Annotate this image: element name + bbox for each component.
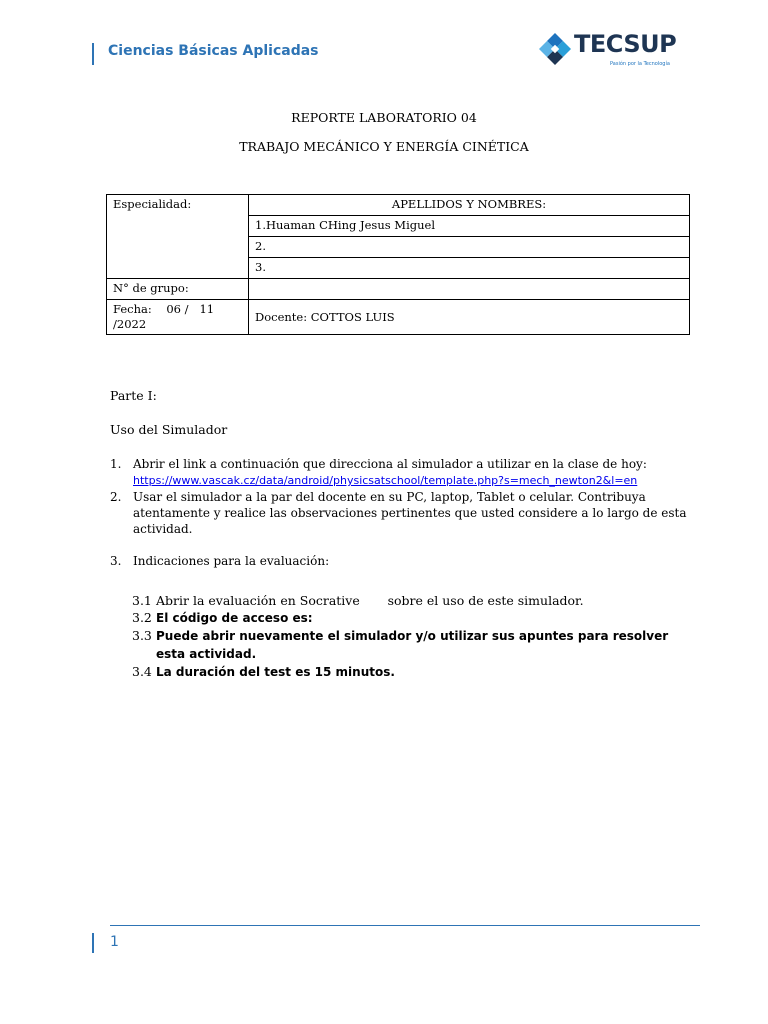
subitem-text: Puede abrir nuevamente el simulador y/o utilizar sus apuntes para resolver esta actividad. [156,629,669,661]
subitem-number: 3.4 [132,664,152,679]
logo-tagline: Pasión por la Tecnología [610,61,670,67]
name-1: 1.Huaman CHing Jesus Miguel [249,216,690,237]
especialidad-cell: Especialidad: [107,195,249,279]
logo-wordmark: TECSUP [574,30,677,58]
report-subtitle: TRABAJO MECÁNICO Y ENERGÍA CINÉTICA [239,139,529,154]
part-heading: Parte I: [110,388,157,403]
name-3: 3. [249,258,690,279]
name-2: 2. [249,237,690,258]
footer-accent-bar [92,933,94,953]
list-number: 3. [110,554,122,568]
header-title: Ciencias Básicas Aplicadas [108,43,319,59]
subitem-number: 3.2 [132,610,152,625]
simulator-link[interactable]: https://www.vascak.cz/data/android/physicsatschool/template.php?s=mech_newton2&l=en [133,474,638,487]
instruction-list [110,456,690,569]
subitem-number: 3.3 [132,628,152,643]
subitem-3-2 [132,609,692,627]
tecsup-logo [538,30,683,72]
docente-cell: Docente: COTTOS LUIS [249,300,690,335]
list-number: 2. [110,490,122,504]
subitem-text: El código de acceso es: [156,611,313,625]
subitem-3-1 [132,592,692,609]
subitem-text: Abrir la evaluación en Socrative sobre el uso de este simulador. [156,593,584,608]
report-title: REPORTE LABORATORIO 04 [291,110,477,125]
list-text: Indicaciones para la evaluación: [133,554,330,568]
list-item-1 [110,456,690,489]
list-item-3 [110,553,690,569]
grupo-value [249,279,690,300]
subitem-number: 3.1 [132,593,152,608]
subitem-3-3 [132,627,692,663]
grupo-cell: N° de grupo: [107,279,249,300]
evaluation-sublist [132,592,692,681]
subitem-3-4 [132,663,692,681]
list-number: 1. [110,457,122,471]
list-text: Usar el simulador a la par del docente en su PC, laptop, Tablet o celular. Contribuya atentamente y realice las observaciones pertinentes que usted considere a lo largo de esta actividad. [133,490,687,536]
fecha-cell: Fecha: 06 / 11 /2022 [107,300,249,335]
footer-divider [110,925,700,926]
logo-mark-icon [538,32,572,66]
list-text: Abrir el link a continuación que direcciona al simulador a utilizar en la clase de hoy: [133,457,647,471]
subitem-text: La duración del test es 15 minutos. [156,665,395,679]
apellidos-header: APELLIDOS Y NOMBRES: [249,195,690,216]
header-accent-bar [92,43,94,65]
page-number: 1 [110,934,119,950]
student-info-table [106,194,690,335]
list-item-2 [110,489,690,537]
section-heading: Uso del Simulador [110,422,228,437]
